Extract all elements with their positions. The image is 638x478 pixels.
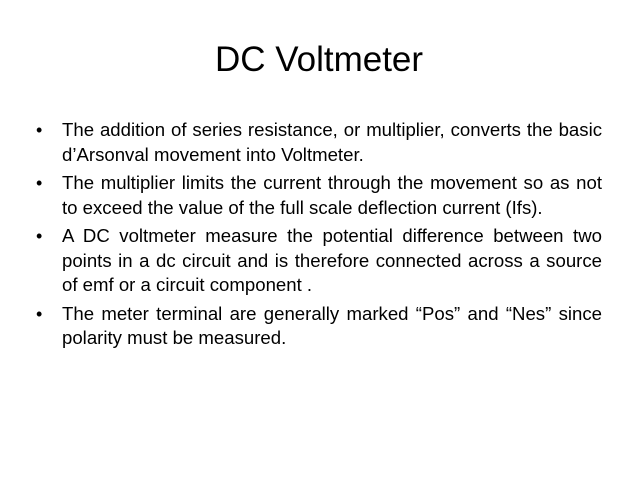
- bullet-text: The multiplier limits the current through the movement so as not to exceed the value of the full scale deflection current (Ifs).: [62, 172, 602, 218]
- bullet-icon: •: [36, 173, 43, 193]
- bullet-icon: •: [36, 120, 43, 140]
- bullet-text: The addition of series resistance, or multiplier, converts the basic d’Arsonval movement into Voltmeter.: [62, 119, 602, 165]
- bullet-text: The meter terminal are generally marked “Pos” and “Nes” since polarity must be measured.: [62, 302, 602, 348]
- bullet-icon: •: [36, 226, 43, 246]
- bullet-icon: •: [36, 303, 43, 324]
- bullet-item: [36, 171, 602, 220]
- bullet-list: [36, 118, 602, 355]
- bullet-item: [36, 302, 602, 351]
- bullet-item: [36, 224, 602, 298]
- slide-title: DC Voltmeter: [214, 40, 424, 79]
- bullet-item: [36, 118, 602, 167]
- bullet-text: A DC voltmeter measure the potential difference between two points in a dc circuit and is therefore connected across a source of emf or a circuit component .: [62, 225, 602, 295]
